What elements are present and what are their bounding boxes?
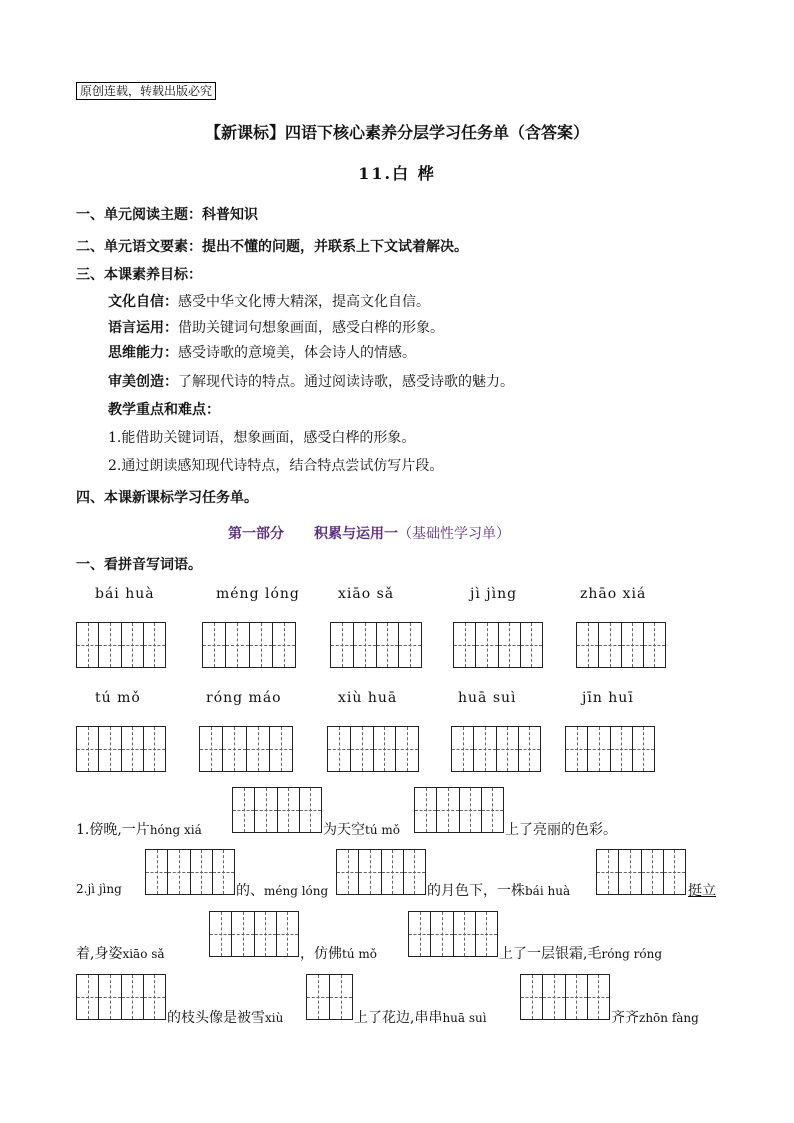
answer-grid[interactable] xyxy=(596,849,686,895)
goal-thinking xyxy=(108,342,416,362)
sentence-text: 上了一层银霜,毛 xyxy=(499,946,602,962)
page-title: 【新课标】四语下核心素养分层学习任务单（含答案） xyxy=(204,123,589,142)
goal-aesthetic xyxy=(108,371,514,391)
pinyin-label: bái huà xyxy=(95,586,155,602)
pinyin-inline: róng róng xyxy=(601,947,663,961)
section-1: 一、单元阅读主题：科普知识 xyxy=(76,207,258,223)
answer-grid[interactable] xyxy=(232,787,322,833)
part-title: 积累与运用一 xyxy=(314,526,398,542)
sentence-text: 上了花边,串串 xyxy=(354,1010,443,1026)
focus-2: 2.通过朗读感知现代诗特点，结合特点尝试仿写片段。 xyxy=(108,458,444,474)
sentence-text: 1.傍晚,一片 xyxy=(76,822,150,838)
goal-language xyxy=(108,317,444,337)
goal-label: 语言运用： xyxy=(108,320,178,336)
part-name: 第一部分 xyxy=(228,526,284,542)
answer-grid[interactable] xyxy=(451,726,541,772)
sentence-2-text xyxy=(427,880,570,900)
pinyin-label: tú mǒ xyxy=(95,690,141,706)
goal-text: 了解现代诗的特点。通过阅读诗歌，感受诗歌的魅力。 xyxy=(178,374,514,390)
pinyin-inline: zhōn fàng xyxy=(639,1011,699,1025)
pinyin-inline: tú mǒ xyxy=(342,947,377,961)
pinyin-label: jīn huī xyxy=(582,690,634,706)
pinyin-inline: bái huà xyxy=(525,884,571,898)
sentence-text: 为天空 xyxy=(323,822,365,838)
section-4: 四、本课新课标学习任务单。 xyxy=(76,490,258,506)
answer-grid[interactable] xyxy=(453,622,543,668)
answer-grid[interactable] xyxy=(76,622,166,668)
answer-grid[interactable] xyxy=(576,622,666,668)
section-2: 二、单元语文要素：提出不懂的问题，并联系上下文试着解决。 xyxy=(76,239,468,255)
answer-grid[interactable] xyxy=(306,974,353,1020)
goal-text: 借助关键词句想象画面，感受白桦的形象。 xyxy=(178,320,444,336)
answer-grid[interactable] xyxy=(336,849,426,895)
sentence-text: 的枝头像是被雪 xyxy=(167,1010,265,1026)
part-note: （基础性学习单） xyxy=(398,526,510,542)
answer-grid[interactable] xyxy=(209,911,299,957)
sentence-text: ，仿佛 xyxy=(300,946,342,962)
sentence-2-text xyxy=(499,943,662,963)
answer-grid[interactable] xyxy=(145,849,235,895)
answer-grid[interactable] xyxy=(202,622,296,668)
sentence-2-text xyxy=(236,880,328,900)
pinyin-label: xiāo sǎ xyxy=(338,586,395,602)
goal-label: 思维能力： xyxy=(108,345,178,361)
pinyin-inline: xiù xyxy=(265,1011,284,1025)
pinyin-inline: tú mǒ xyxy=(365,823,400,837)
answer-grid[interactable] xyxy=(327,726,419,772)
sentence-text: 的月色下，一株 xyxy=(427,883,525,899)
answer-grid[interactable] xyxy=(330,622,422,668)
sentence-2-text xyxy=(167,1007,283,1027)
pinyin-label: róng máo xyxy=(206,690,282,706)
answer-grid[interactable] xyxy=(565,726,655,772)
sentence-text: 着,身姿 xyxy=(76,946,123,962)
pinyin-inline: méng lóng xyxy=(264,884,329,898)
sentence-2-text xyxy=(354,1007,487,1027)
answer-grid[interactable] xyxy=(408,911,498,957)
copyright-stamp: 原创连载，转载出版必究 xyxy=(76,82,216,100)
sentence-1-mid xyxy=(323,819,400,839)
lesson-title: 11.白 桦 xyxy=(358,164,436,183)
goal-text: 感受中华文化博大精深，提高文化自信。 xyxy=(178,294,430,310)
pinyin-label: xiù huā xyxy=(338,690,398,706)
answer-grid[interactable] xyxy=(76,726,166,772)
pinyin-inline: xiāo sǎ xyxy=(122,947,165,961)
sentence-1-start xyxy=(76,819,202,839)
pinyin-label: jì jìng xyxy=(470,586,518,602)
pinyin-inline: huā suì xyxy=(442,1011,487,1025)
sentence-2-text xyxy=(300,943,377,963)
sentence-2-text: 挺立 xyxy=(688,883,716,899)
focus-label: 教学重点和难点： xyxy=(108,402,220,418)
pinyin-label: zhāo xiá xyxy=(580,586,647,602)
pinyin-label: huā suì xyxy=(458,690,517,706)
sentence-text: 的、 xyxy=(236,883,264,899)
sentence-text: 齐齐 xyxy=(611,1010,639,1026)
section-3: 三、本课素养目标： xyxy=(76,267,202,283)
sentence-2-text xyxy=(76,943,165,963)
pinyin-inline: 2.jì jìng xyxy=(76,882,122,896)
answer-grid[interactable] xyxy=(520,974,610,1020)
goal-culture xyxy=(108,291,430,311)
goal-label: 审美创造： xyxy=(108,374,178,390)
pinyin-inline: hóng xiá xyxy=(149,823,202,837)
answer-grid[interactable] xyxy=(199,726,293,772)
sentence-1-end: 上了亮丽的色彩。 xyxy=(505,822,617,838)
focus-1: 1.能借助关键词语，想象画面，感受白桦的形象。 xyxy=(108,430,416,446)
goal-label: 文化自信： xyxy=(108,294,178,310)
part-heading xyxy=(228,523,510,543)
answer-grid[interactable] xyxy=(76,974,166,1020)
sentence-2-text xyxy=(611,1007,699,1027)
pinyin-label: méng lóng xyxy=(216,586,300,602)
answer-grid[interactable] xyxy=(414,787,504,833)
question-1-heading: 一、看拼音写词语。 xyxy=(76,557,202,573)
goal-text: 感受诗歌的意境美，体会诗人的情感。 xyxy=(178,345,416,361)
